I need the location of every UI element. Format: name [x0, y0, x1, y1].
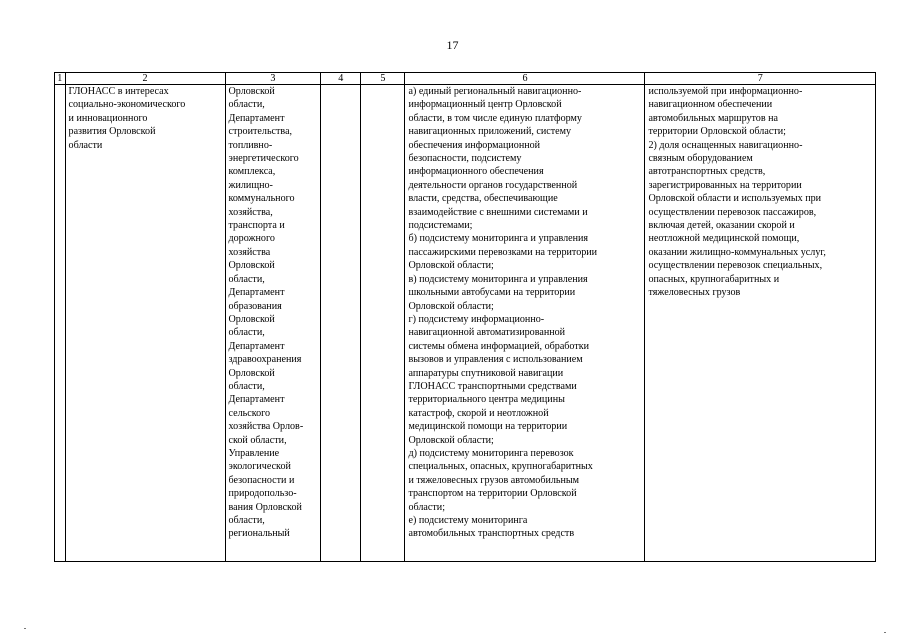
cell-program-name — [65, 85, 225, 562]
cell-col4 — [321, 85, 361, 562]
text-line: транспорта и — [228, 220, 285, 232]
text-line: Орловской области; — [408, 300, 494, 312]
text-line: сельского — [228, 407, 271, 419]
text-line: д) подсистему мониторинга перевозок — [408, 447, 574, 459]
text-line: навигационном обеспечении — [648, 99, 773, 111]
text-line: ской области, — [228, 434, 287, 446]
text-line: Департамент — [228, 287, 285, 299]
text-line: комплекса, — [228, 166, 276, 178]
text-line: Департамент — [228, 340, 285, 352]
column-number-5: 5 — [361, 73, 405, 85]
text-line: навигационной автоматизированной — [408, 327, 566, 339]
text-line: области, — [228, 515, 265, 526]
text-line: Орловской — [228, 260, 275, 272]
text-line: деятельности органов государственной — [408, 179, 578, 191]
text-line: безопасности и — [228, 474, 295, 486]
text-line: аппаратуры спутниковой навигации — [408, 367, 564, 379]
text-line: системы обмена информацией, обработки — [408, 340, 590, 352]
cell-executors — [225, 85, 321, 562]
text-line: медицинской помощи на территории — [408, 421, 568, 433]
text-line: хозяйства Орлов- — [228, 421, 304, 433]
header-row — [55, 73, 876, 85]
text-line: Орловской — [228, 313, 275, 325]
text-line: е) подсистему мониторинга — [408, 515, 528, 526]
text-line: хозяйства, — [228, 206, 273, 218]
text-line: и инновационного — [68, 112, 148, 124]
text-line: транспортом на территории Орловской — [408, 488, 577, 500]
text-line: ГЛОНАСС в интересах — [68, 86, 169, 97]
text-line: вызовов и управления с использованием — [408, 354, 583, 366]
page-number: 17 — [446, 38, 459, 52]
text-line: школьными автобусами на территории — [408, 287, 576, 299]
text-line: г) подсистему информационно- — [408, 313, 545, 325]
text-line: территории Орловской области; — [648, 126, 786, 138]
text-line: строительства, — [228, 126, 293, 138]
text-line: власти, средства, обеспечивающие — [408, 193, 558, 205]
scan-speck — [24, 628, 26, 629]
text-line: взаимодействие с внешними системами и — [408, 206, 588, 218]
text-line: Орловской области и используемых при — [648, 193, 822, 205]
text-line: энергетического — [228, 153, 299, 165]
text-line: тяжеловесных грузов — [648, 287, 741, 299]
text-line: безопасности, подсистему — [408, 153, 522, 165]
text-line: топливно- — [228, 139, 273, 151]
text-line: Орловской области; — [408, 434, 494, 446]
column-number-4: 4 — [321, 73, 361, 85]
cell-indicators — [645, 85, 876, 562]
text-line: опасных, крупногабаритных и — [648, 273, 780, 285]
text-line: природопользо- — [228, 488, 297, 500]
text-line: 2) доля оснащенных навигационно- — [648, 139, 803, 151]
text-line: вания Орловской — [228, 501, 302, 513]
text-line: здравоохранения — [228, 354, 302, 366]
cell-subsystems — [405, 85, 645, 562]
text-line: области, в том числе единую платформу — [408, 112, 582, 124]
text-line: оказании жилищно-коммунальных услуг, — [648, 246, 826, 258]
text-line: неотложной медицинской помощи, — [648, 233, 800, 245]
text-line: Департамент — [228, 394, 285, 406]
text-line: специальных, опасных, крупногабаритных — [408, 461, 593, 473]
text-line: и тяжеловесных грузов автомобильным — [408, 474, 580, 486]
text-line: связным оборудованием — [648, 153, 753, 165]
text-line: включая детей, оказании скорой и — [648, 220, 795, 232]
text-line: обеспечения информационной — [408, 139, 541, 151]
text-line: Департамент — [228, 112, 285, 124]
text-line: используемой при информационно- — [648, 86, 803, 97]
text-line: подсистемами; — [408, 220, 473, 232]
text-line: автомобильных маршрутов на — [648, 112, 779, 124]
text-line: области, — [228, 380, 265, 392]
text-line: хозяйства — [228, 246, 271, 258]
text-line: социально-экономического — [68, 99, 186, 111]
text-line: Управление — [228, 447, 280, 459]
text-line: ГЛОНАСС транспортными средствами — [408, 380, 577, 392]
text-line: Орловской — [228, 86, 275, 97]
document-table — [54, 72, 876, 562]
text-line: пассажирскими перевозками на территории — [408, 246, 598, 258]
text-line: в) подсистему мониторинга и управления — [408, 273, 588, 285]
text-line: дорожного — [228, 233, 275, 245]
column-number-7: 7 — [645, 73, 876, 85]
text-line: осуществлении перевозок пассажиров, — [648, 206, 817, 218]
table-header — [55, 73, 876, 85]
text-line: б) подсистему мониторинга и управления — [408, 233, 589, 245]
text-line: осуществлении перевозок специальных, — [648, 260, 823, 272]
text-line: коммунального — [228, 193, 295, 205]
cell-col1 — [55, 85, 66, 562]
column-number-1: 1 — [55, 73, 66, 85]
text-line: катастроф, скорой и неотложной — [408, 407, 549, 419]
text-line: информационный центр Орловской — [408, 99, 562, 111]
text-line: территориального центра медицины — [408, 394, 565, 406]
text-line: навигационных приложений, систему — [408, 126, 572, 138]
text-line: зарегистрированных на территории — [648, 179, 802, 191]
text-line: Орловской области; — [408, 260, 494, 272]
text-line: области, — [228, 99, 265, 111]
column-number-3: 3 — [225, 73, 321, 85]
column-number-6: 6 — [405, 73, 645, 85]
cell-col5 — [361, 85, 405, 562]
column-number-2: 2 — [65, 73, 225, 85]
text-line: области; — [408, 501, 446, 513]
text-line: информационного обеспечения — [408, 166, 544, 178]
text-line: развития Орловской — [68, 126, 156, 138]
text-line: области, — [228, 327, 265, 339]
text-line: жилищно- — [228, 179, 273, 191]
text-line: Орловской — [228, 367, 275, 379]
text-line: образования — [228, 300, 282, 312]
text-line: области — [68, 139, 103, 151]
table-row — [55, 85, 876, 562]
text-line: а) единый региональный навигационно- — [408, 86, 582, 97]
text-line: региональный — [228, 528, 290, 540]
text-line: автотранспортных средств, — [648, 166, 766, 178]
scan-speck — [884, 632, 886, 633]
text-line: автомобильных транспортных средств — [408, 528, 575, 540]
text-line: экологической — [228, 461, 291, 473]
text-line: области, — [228, 273, 265, 285]
